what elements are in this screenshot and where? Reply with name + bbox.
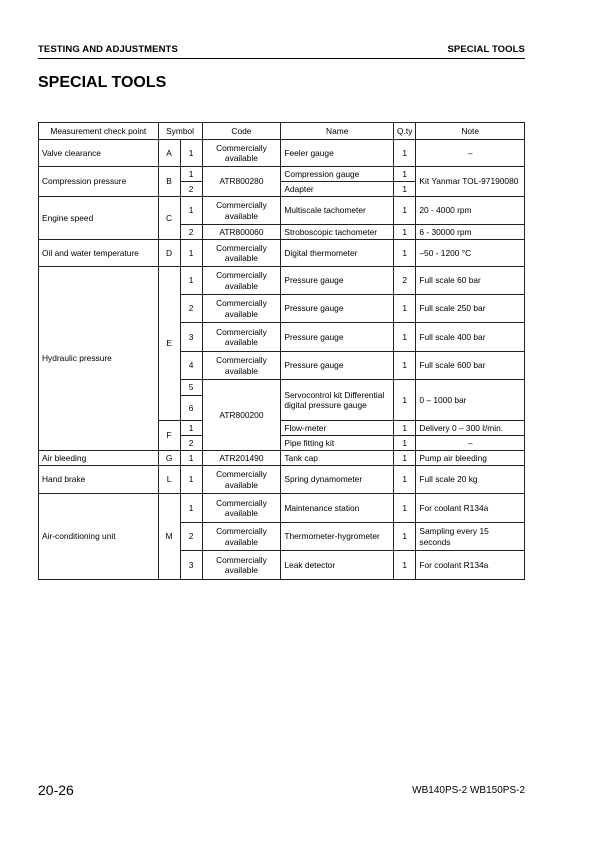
- table-row: [39, 240, 525, 267]
- cell-symbol: B: [158, 167, 180, 197]
- cell-name: Feeler gauge: [281, 140, 394, 167]
- cell-num: 2: [180, 436, 202, 451]
- cell-symbol: F: [158, 421, 180, 451]
- cell-point: Hand brake: [39, 466, 159, 494]
- cell-num: 1: [180, 451, 202, 466]
- cell-num: 1: [180, 140, 202, 167]
- cell-code: Commercially available: [202, 494, 281, 523]
- col-header-point: Measurement check point: [39, 123, 159, 140]
- cell-name: Pressure gauge: [281, 352, 394, 380]
- cell-name: Pressure gauge: [281, 295, 394, 323]
- cell-note: –: [416, 436, 525, 451]
- header-topic: SPECIAL TOOLS: [447, 44, 525, 55]
- cell-code: ATR800280: [202, 167, 281, 197]
- cell-name: Pressure gauge: [281, 323, 394, 352]
- cell-qty: 1: [394, 140, 416, 167]
- cell-point: Air-conditioning unit: [39, 494, 159, 580]
- cell-name: Spring dynamometer: [281, 466, 394, 494]
- cell-point: Oil and water temperature: [39, 240, 159, 267]
- cell-name: Thermometer-hygrometer: [281, 523, 394, 551]
- cell-note: Full scale 600 bar: [416, 352, 525, 380]
- cell-num: 2: [180, 295, 202, 323]
- cell-num: 2: [180, 523, 202, 551]
- cell-qty: 1: [394, 240, 416, 267]
- cell-note: Sampling every 15 seconds: [416, 523, 525, 551]
- cell-num: 1: [180, 240, 202, 267]
- cell-note: 6 - 30000 rpm: [416, 225, 525, 240]
- table-header-row: [39, 123, 525, 140]
- cell-qty: 1: [394, 197, 416, 225]
- table-row: [39, 451, 525, 466]
- col-header-note: Note: [416, 123, 525, 140]
- cell-symbol: C: [158, 197, 180, 240]
- cell-qty: 1: [394, 551, 416, 580]
- cell-code: Commercially available: [202, 140, 281, 167]
- cell-note: 0 – 1000 bar: [416, 380, 525, 421]
- table-row: [39, 167, 525, 182]
- cell-symbol: D: [158, 240, 180, 267]
- cell-num: 4: [180, 352, 202, 380]
- cell-num: 5: [180, 380, 202, 396]
- cell-qty: 1: [394, 494, 416, 523]
- cell-num: 1: [180, 167, 202, 182]
- cell-note: For coolant R134a: [416, 551, 525, 580]
- cell-code: Commercially available: [202, 352, 281, 380]
- cell-point: Engine speed: [39, 197, 159, 240]
- cell-name: Pipe fitting kit: [281, 436, 394, 451]
- cell-symbol: G: [158, 451, 180, 466]
- cell-code: ATR800200: [202, 380, 281, 451]
- cell-name: Stroboscopic tachometer: [281, 225, 394, 240]
- header-divider: [38, 58, 525, 59]
- cell-note: –50 - 1200 °C: [416, 240, 525, 267]
- cell-name: Leak detector: [281, 551, 394, 580]
- cell-code: ATR800060: [202, 225, 281, 240]
- cell-note: –: [416, 140, 525, 167]
- cell-name: Compression gauge: [281, 167, 394, 182]
- cell-qty: 2: [394, 267, 416, 295]
- cell-num: 3: [180, 323, 202, 352]
- page-title: SPECIAL TOOLS: [38, 74, 167, 91]
- cell-note: 20 - 4000 rpm: [416, 197, 525, 225]
- cell-qty: 1: [394, 436, 416, 451]
- cell-name: Digital thermometer: [281, 240, 394, 267]
- cell-note: Kit Yanmar TOL-97190080: [416, 167, 525, 197]
- table-row: [39, 267, 525, 295]
- cell-num: 1: [180, 267, 202, 295]
- cell-num: 3: [180, 551, 202, 580]
- cell-point: Air bleeding: [39, 451, 159, 466]
- cell-name: Tank cap: [281, 451, 394, 466]
- cell-qty: 1: [394, 352, 416, 380]
- cell-name: Servocontrol kit Differential digital pressure gauge: [281, 380, 394, 421]
- cell-note: Delivery 0 – 300 ℓ/min.: [416, 421, 525, 436]
- cell-qty: 1: [394, 523, 416, 551]
- cell-qty: 1: [394, 323, 416, 352]
- cell-symbol: A: [158, 140, 180, 167]
- model-label: WB140PS-2 WB150PS-2: [412, 785, 525, 796]
- cell-code: Commercially available: [202, 551, 281, 580]
- cell-qty: 1: [394, 380, 416, 421]
- cell-num: 2: [180, 182, 202, 197]
- cell-num: 1: [180, 421, 202, 436]
- cell-point: Hydraulic pressure: [39, 267, 159, 451]
- cell-name: Pressure gauge: [281, 267, 394, 295]
- table-row: [39, 494, 525, 523]
- cell-note: Full scale 400 bar: [416, 323, 525, 352]
- cell-qty: 1: [394, 295, 416, 323]
- cell-point: Valve clearance: [39, 140, 159, 167]
- cell-symbol: M: [158, 494, 180, 580]
- cell-code: Commercially available: [202, 466, 281, 494]
- col-header-code: Code: [202, 123, 281, 140]
- cell-qty: 1: [394, 225, 416, 240]
- header-section-title: TESTING AND ADJUSTMENTS: [38, 44, 178, 55]
- cell-name: Multiscale tachometer: [281, 197, 394, 225]
- col-header-name: Name: [281, 123, 394, 140]
- cell-num: 1: [180, 197, 202, 225]
- cell-qty: 1: [394, 451, 416, 466]
- table-row: [39, 466, 525, 494]
- cell-note: Pump air bleeding: [416, 451, 525, 466]
- table-row: [39, 140, 525, 167]
- cell-code: Commercially available: [202, 267, 281, 295]
- cell-code: Commercially available: [202, 240, 281, 267]
- cell-name: Adapter: [281, 182, 394, 197]
- cell-code: Commercially available: [202, 197, 281, 225]
- cell-qty: 1: [394, 167, 416, 182]
- cell-num: 6: [180, 396, 202, 421]
- cell-num: 1: [180, 494, 202, 523]
- col-header-symbol: Symbol: [158, 123, 202, 140]
- table-row: [39, 197, 525, 225]
- cell-num: 1: [180, 466, 202, 494]
- cell-note: Full scale 20 kg: [416, 466, 525, 494]
- cell-symbol: L: [158, 466, 180, 494]
- cell-name: Flow-meter: [281, 421, 394, 436]
- cell-num: 2: [180, 225, 202, 240]
- cell-note: Full scale 60 bar: [416, 267, 525, 295]
- cell-qty: 1: [394, 182, 416, 197]
- cell-name: Maintenance station: [281, 494, 394, 523]
- cell-note: For coolant R134a: [416, 494, 525, 523]
- special-tools-table: [38, 122, 525, 580]
- cell-code: Commercially available: [202, 323, 281, 352]
- cell-code: ATR201490: [202, 451, 281, 466]
- cell-symbol: E: [158, 267, 180, 421]
- cell-qty: 1: [394, 421, 416, 436]
- page-number: 20-26: [38, 782, 74, 798]
- col-header-qty: Q.ty: [394, 123, 416, 140]
- cell-note: Full scale 250 bar: [416, 295, 525, 323]
- cell-qty: 1: [394, 466, 416, 494]
- cell-code: Commercially available: [202, 295, 281, 323]
- cell-point: Compression pressure: [39, 167, 159, 197]
- cell-code: Commercially available: [202, 523, 281, 551]
